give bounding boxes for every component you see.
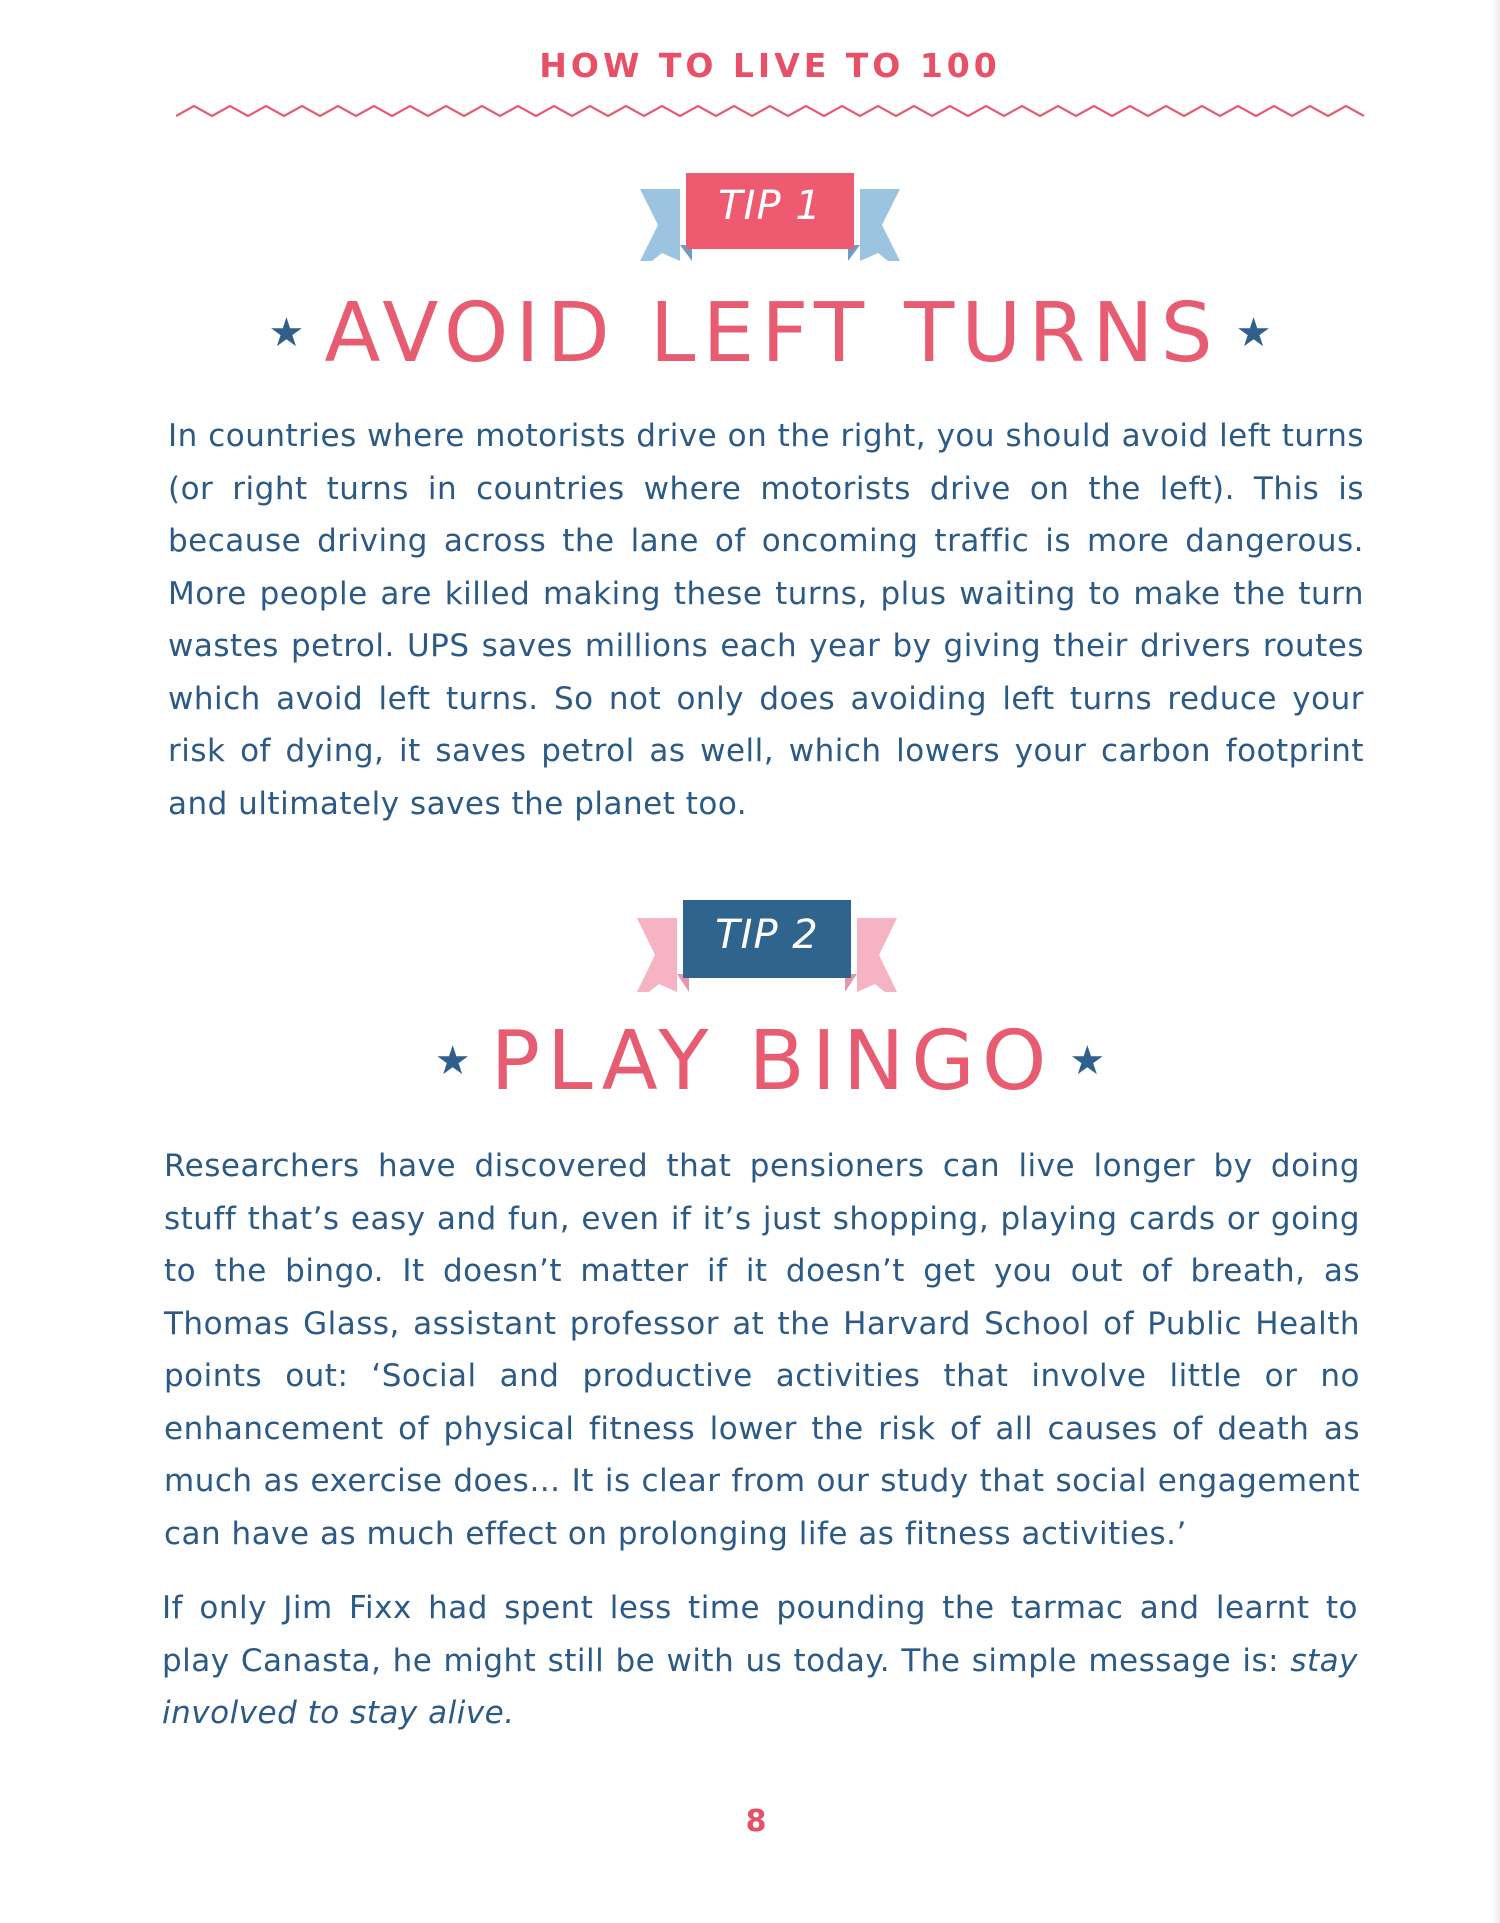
tip-1-title [0, 286, 1500, 381]
star-icon: ★ [1235, 309, 1272, 356]
star-icon: ★ [434, 1037, 471, 1084]
zigzag-divider [176, 98, 1366, 126]
star-icon: ★ [1069, 1037, 1106, 1084]
tip-2-title-text: PLAY BINGO [490, 1014, 1054, 1109]
tip-2-ribbon [637, 900, 897, 996]
tip-2-title [0, 1014, 1500, 1109]
tip-2-closing-text: If only Jim Fixx had spent less time pounding the tarmac and learnt to play Canasta, he might still be with us today. The simple message is: [162, 1590, 1358, 1679]
tip-1-title-text: AVOID LEFT TURNS [324, 286, 1220, 381]
tip-1-label: TIP 1 [718, 183, 822, 229]
tip-2-closing-emphasis: stay involved to stay alive. [162, 1642, 1358, 1731]
tip-2-closing [162, 1582, 1358, 1740]
page-number: 8 [745, 1804, 767, 1839]
running-head: HOW TO LIVE TO 100 [539, 46, 1001, 85]
tip-1-ribbon [640, 173, 900, 265]
tip-2-body: Researchers have discovered that pensioners can live longer by doing stuff that’s easy and fun, even if it’s just shopping, playing cards or going to the bingo. It doesn’t matter if it doesn’t get you out of breath, as Thomas Glass, assistant professor at the Harvard School of Public Health points out: ‘Social and productive activities that involve little or no enhancement of physical fitness lower the risk of all causes of death as much as exercise does… It is clear from our study that social engagement can have as much effect on prolonging life as fitness activities.’ [164, 1148, 1360, 1552]
tip-2-label: TIP 2 [715, 912, 819, 958]
tip-1-body: In countries where motorists drive on the right, you should avoid left turns (or right turns in countries where motorists drive on the left). This is because driving across the lane of oncoming traffic is more dangerous. More people are killed making these turns, plus waiting to make the turn wastes petrol. UPS saves millions each year by giving their drivers routes which avoid left turns. So not only does avoiding left turns reduce your risk of dying, it saves petrol as well, which lowers your carbon footprint and ultimately saves the planet too. [168, 418, 1364, 822]
star-icon: ★ [268, 309, 305, 356]
